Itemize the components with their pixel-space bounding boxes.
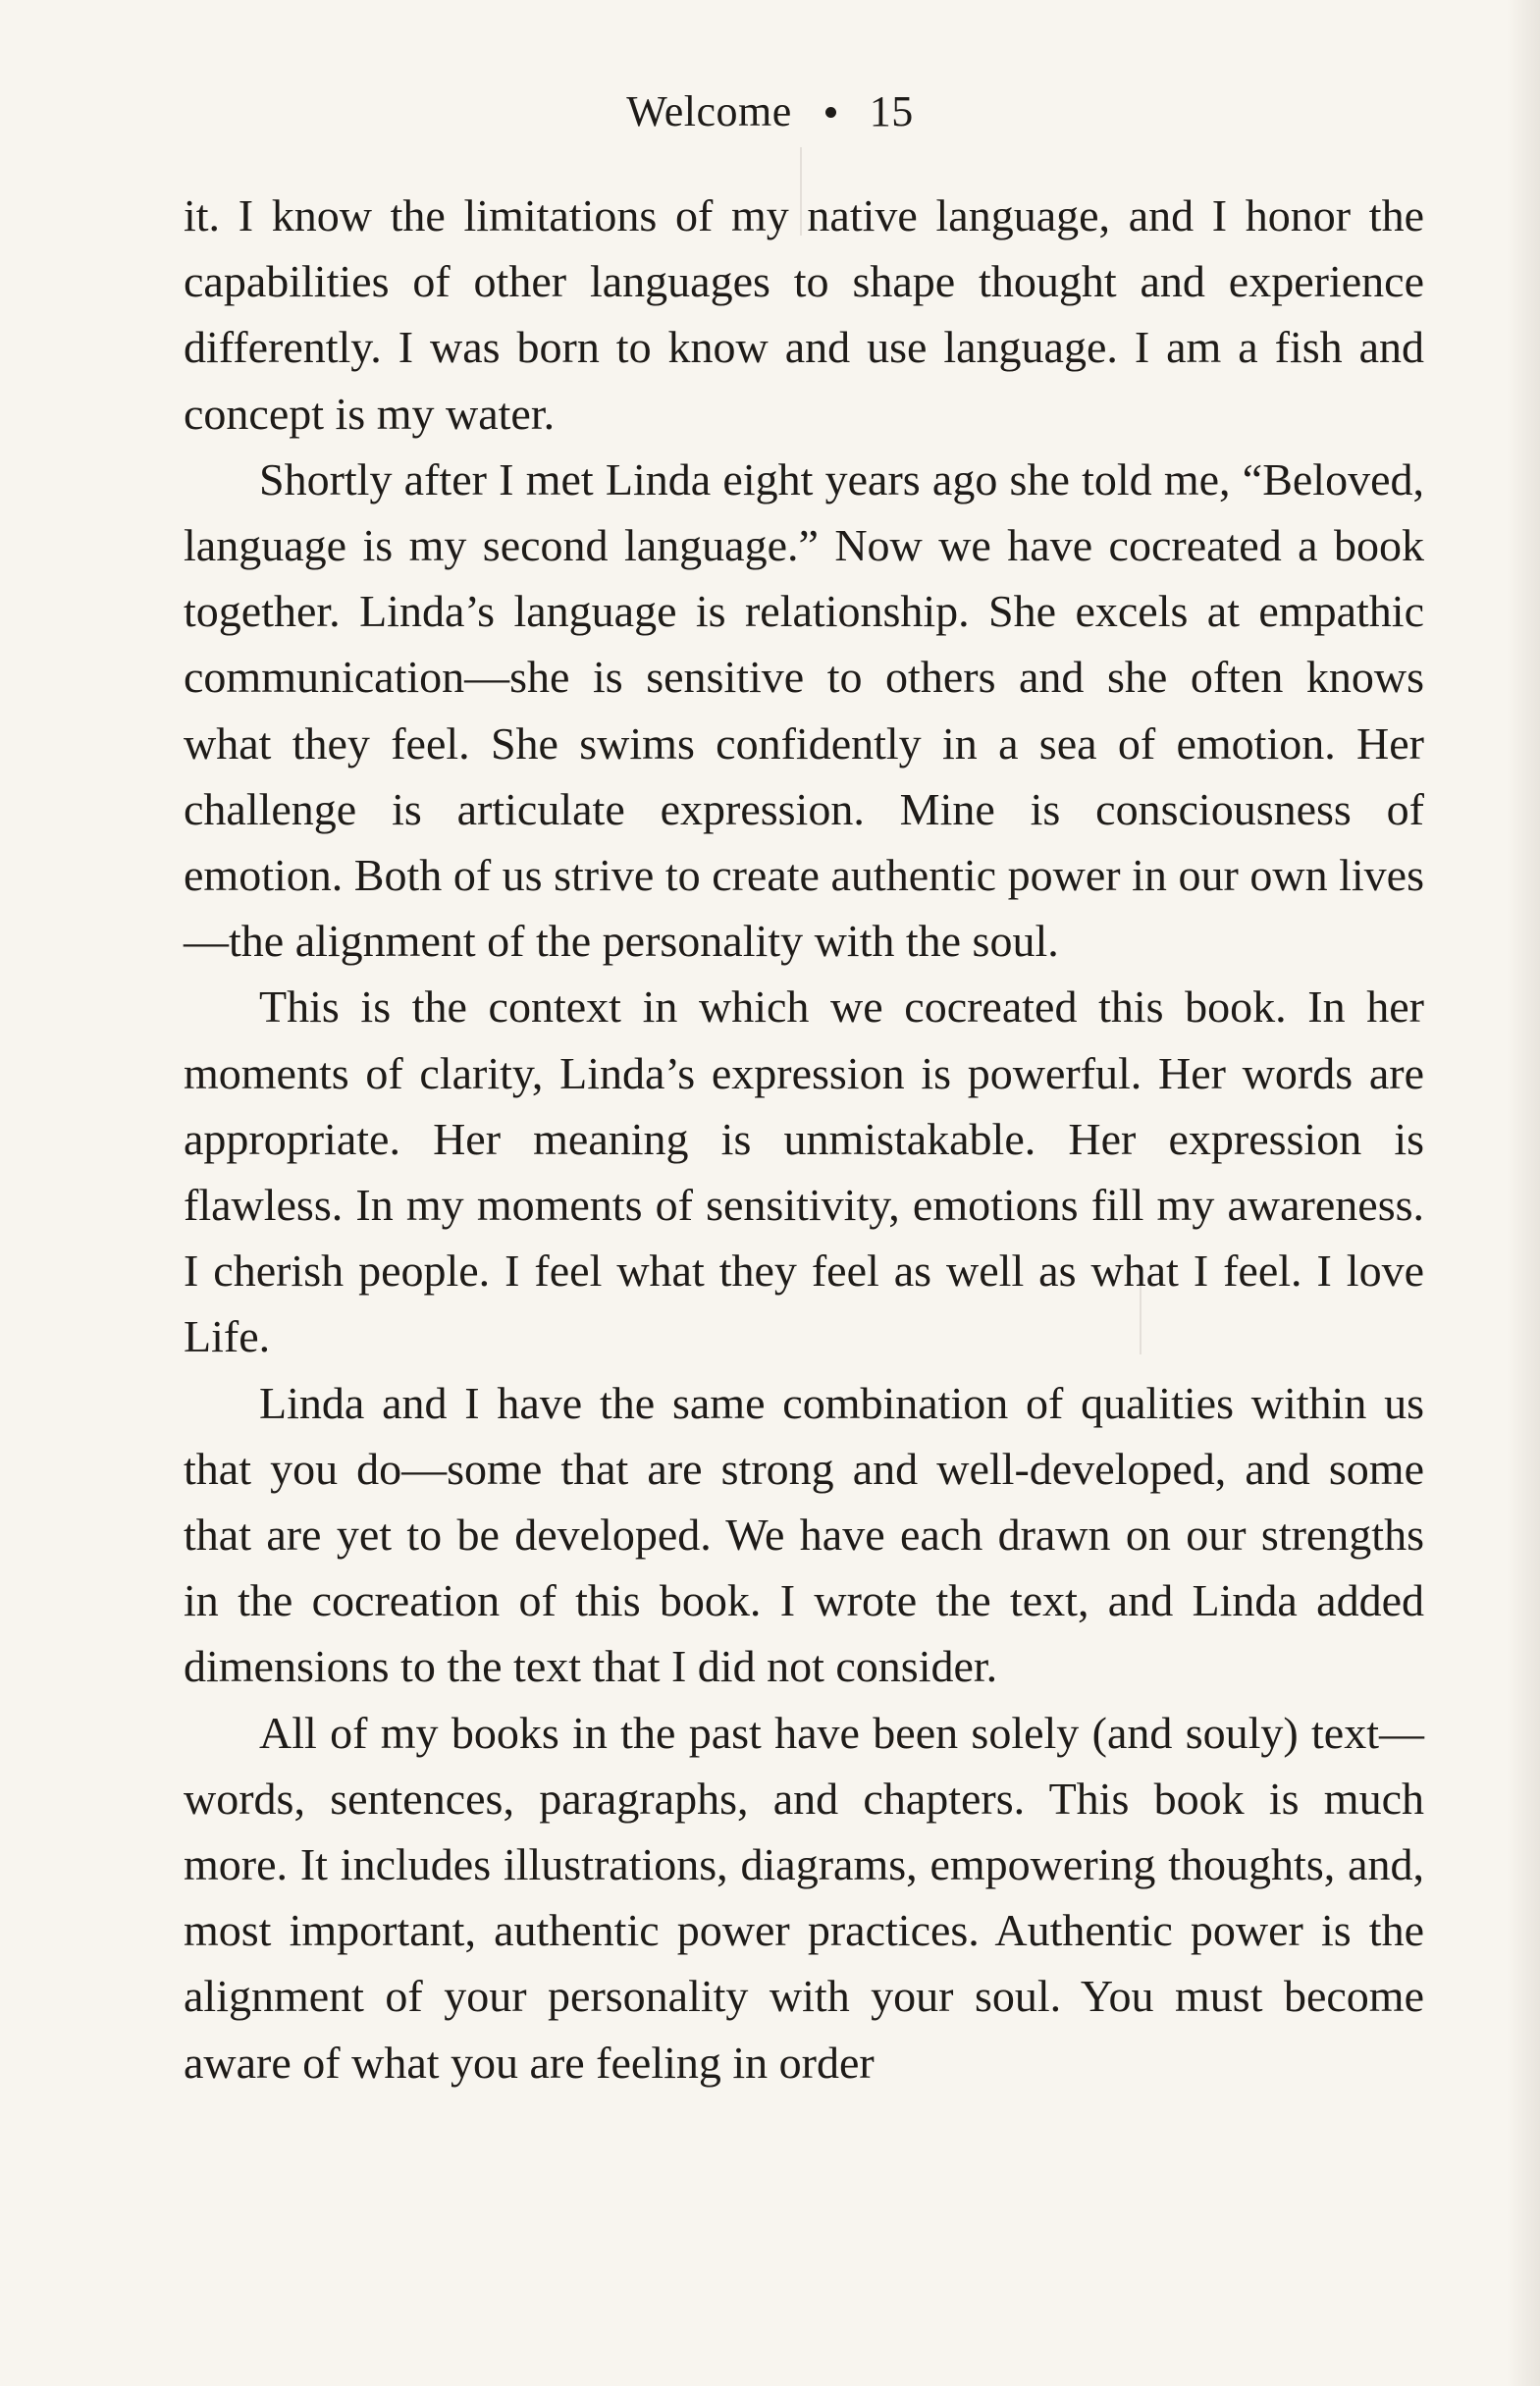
body-text bbox=[184, 183, 1424, 2095]
bullet-separator-icon bbox=[825, 107, 836, 118]
paragraph: All of my books in the past have been solely (and souly) text—words, sentences, paragraphs, and chapters. This book is much more. It includes illustrations, diagrams, empowering thoughts, and, most important, authentic power practices. Authentic power is the alignment of your personality with your soul. You must become aware of what you are feeling in order bbox=[184, 1707, 1424, 2088]
paragraph: Shortly after I met Linda eight years ago she told me, “Beloved, language is my second language.” Now we have cocreated a book together. Linda’s language is relationship. She excels at empathic communication—she is sensitive to others and she often knows what they feel. She swims confidently in a sea of emotion. Her challenge is articulate expression. Mine is consciousness of emotion. Both of us strive to create authentic power in our own lives—the alignment of the personality with the soul. bbox=[184, 453, 1424, 967]
chapter-title: Welcome bbox=[626, 87, 792, 135]
running-head bbox=[0, 86, 1540, 136]
paragraph-continued: it. I know the limitations of my native language, and I honor the capabilities of other languages to shape thought and experience differently. I was born to know and use language. I am a fish and concept is my water. bbox=[184, 190, 1424, 439]
paragraph: This is the context in which we cocreated this book. In her moments of clarity, Linda’s expression is powerful. Her words are appropriate. Her meaning is unmistakable. Her expression is flawless. In my moments of sensitivity, emotions fill my awareness. I cherish people. I feel what they feel as well as what I feel. I love Life. bbox=[184, 981, 1424, 1362]
page-edge-shadow bbox=[1507, 0, 1540, 2386]
paragraph: Linda and I have the same combination of qualities within us that you do—some that are strong and well-developed, and some that are yet to be developed. We have each drawn on our strengths in the cocreation of this book. I wrote the text, and Linda added dimensions to the text that I did not consider. bbox=[184, 1377, 1424, 1692]
page-number: 15 bbox=[869, 87, 914, 135]
